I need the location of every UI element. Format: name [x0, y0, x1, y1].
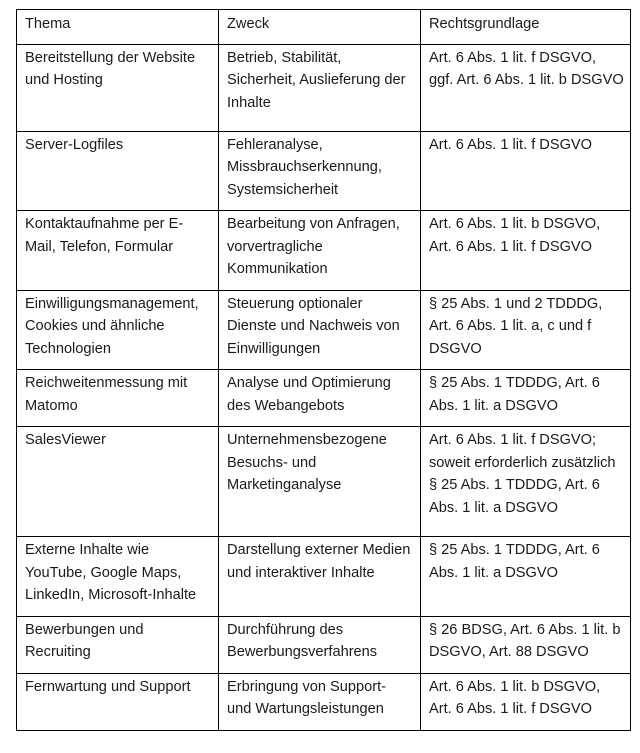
cell-thema: Kontaktaufnahme per E-Mail, Telefon, Formular	[17, 211, 219, 291]
table-row	[17, 290, 631, 370]
header-zweck: Zweck	[219, 10, 421, 45]
cell-rechtsgrundlage: § 26 BDSG, Art. 6 Abs. 1 lit. b DSGVO, Art. 88 DSGVO	[421, 616, 631, 673]
cell-rechtsgrundlage: Art. 6 Abs. 1 lit. f DSGVO; soweit erforderlich zusätzlich § 25 Abs. 1 TDDDG, Art. 6 Abs. 1 lit. a DSGVO	[421, 427, 631, 537]
header-rechtsgrundlage: Rechtsgrundlage	[421, 10, 631, 45]
cell-zweck: Analyse und Optimierung des Webangebots	[219, 370, 421, 427]
cell-rechtsgrundlage: § 25 Abs. 1 und 2 TDDDG, Art. 6 Abs. 1 lit. a, c und f DSGVO	[421, 290, 631, 370]
table-header-row	[17, 10, 631, 45]
cell-zweck: Darstellung externer Medien und interaktiver Inhalte	[219, 537, 421, 617]
cell-thema: Fernwartung und Support	[17, 673, 219, 730]
cell-thema: Externe Inhalte wie YouTube, Google Maps, LinkedIn, Microsoft-Inhalte	[17, 537, 219, 617]
cell-rechtsgrundlage: Art. 6 Abs. 1 lit. f DSGVO, ggf. Art. 6 Abs. 1 lit. b DSGVO	[421, 44, 631, 131]
cell-thema: Bereitstellung der Website und Hosting	[17, 44, 219, 131]
table-row	[17, 44, 631, 131]
table-row	[17, 673, 631, 730]
table-row	[17, 211, 631, 291]
cell-rechtsgrundlage: Art. 6 Abs. 1 lit. b DSGVO, Art. 6 Abs. 1 lit. f DSGVO	[421, 673, 631, 730]
cell-thema: Einwilligungsmanagement, Cookies und ähnliche Technologien	[17, 290, 219, 370]
cell-thema: Server-Logfiles	[17, 131, 219, 211]
cell-thema: SalesViewer	[17, 427, 219, 537]
cell-zweck: Bearbeitung von Anfragen, vorvertragliche Kommunikation	[219, 211, 421, 291]
table-row	[17, 427, 631, 537]
cell-rechtsgrundlage: Art. 6 Abs. 1 lit. f DSGVO	[421, 131, 631, 211]
cell-zweck: Erbringung von Support- und Wartungsleistungen	[219, 673, 421, 730]
cell-zweck: Unternehmensbezogene Besuchs- und Marketinganalyse	[219, 427, 421, 537]
table-row	[17, 131, 631, 211]
cell-rechtsgrundlage: § 25 Abs. 1 TDDDG, Art. 6 Abs. 1 lit. a DSGVO	[421, 537, 631, 617]
cell-zweck: Steuerung optionaler Dienste und Nachweis von Einwilligungen	[219, 290, 421, 370]
cell-zweck: Durchführung des Bewerbungsverfahrens	[219, 616, 421, 673]
table-row	[17, 370, 631, 427]
table-row	[17, 616, 631, 673]
legal-basis-table	[16, 9, 631, 731]
cell-thema: Bewerbungen und Recruiting	[17, 616, 219, 673]
cell-rechtsgrundlage: Art. 6 Abs. 1 lit. b DSGVO, Art. 6 Abs. 1 lit. f DSGVO	[421, 211, 631, 291]
cell-zweck: Betrieb, Stabilität, Sicherheit, Auslieferung der Inhalte	[219, 44, 421, 131]
table-row	[17, 537, 631, 617]
header-thema: Thema	[17, 10, 219, 45]
cell-rechtsgrundlage: § 25 Abs. 1 TDDDG, Art. 6 Abs. 1 lit. a DSGVO	[421, 370, 631, 427]
cell-thema: Reichweitenmessung mit Matomo	[17, 370, 219, 427]
cell-zweck: Fehleranalyse, Missbrauchserkennung, Systemsicherheit	[219, 131, 421, 211]
